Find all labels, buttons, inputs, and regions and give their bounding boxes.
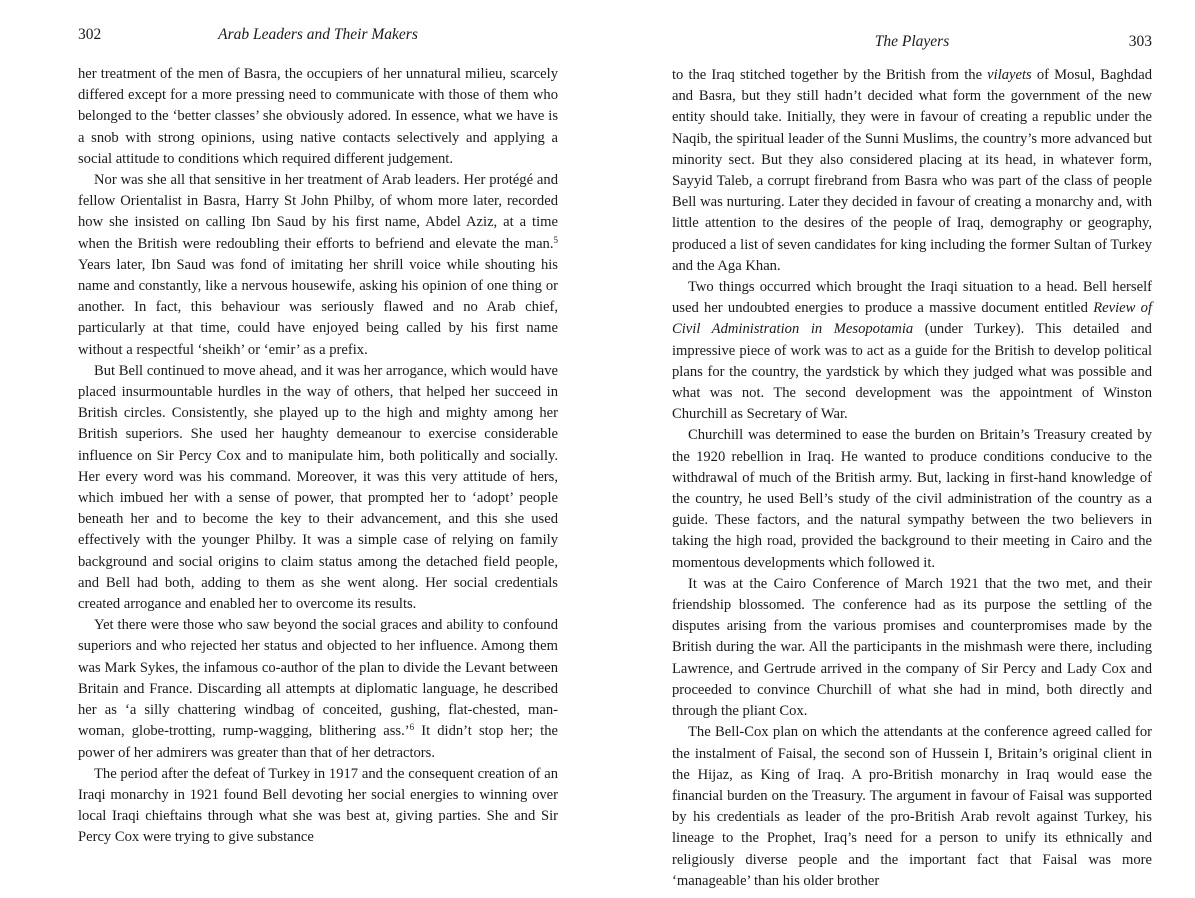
text-run: It didn’t stop her; the power of her admirers was greater than that of her detractors.	[78, 723, 558, 761]
text-run: But Bell continued to move ahead, and it was her arrogance, which would have placed insurmountable hurdles in the way of others, that helped her succeed in British circles. Consistently, she played up to the high and mighty among her British superiors. She used her haughty demeanour to exercise considerable influence on Sir Percy Cox and to manipulate him, both politically and socially. Her every word was his command. Moreover, it was this very attitude of hers, which imbued her with a sense of power, that prompted her to ‘adopt’ people beneath her and to become the key to their advancement, and this she used effectively with the younger Philby. It was a simple case of relying on family background and social origins to claim status among the detached field people, and Bell had both, adding to them as she went along. Her social credentials created arrogance and enabled her to overcome its results.	[78, 362, 558, 613]
text-run: of Mosul, Baghdad and Basra, but they still hadn’t decided what form the government of the new entity should take. Initially, they were in favour of creating a republic under the Naqib, the spiritual leader of the Sunni Muslims, the country’s more advanced but minority sect. But they also considered placing at its head, in whatever form, Sayyid Taleb, a corrupt firebrand from Basra who was part of the class of people Bell was nurturing. Later they decided in favour of creating a monarchy and, with little attention to the desires of the people of Iraq, demography or geography, produced a list of seven candidates for king including the former Sultan of Turkey and the Aga Khan.	[672, 67, 1152, 274]
paragraph	[78, 361, 558, 615]
italic-title: Review of Civil Administration in Mesopotamia	[672, 300, 1152, 338]
text-run: It was at the Cairo Conference of March 1921 that the two met, and their friendship blossomed. The conference had as its purpose the settling of the disputes arising from the various promises and counterpromises made by the British during the war. All the participants in the mishmash were there, including Lawrence, and Gertrude arrived in the company of Sir Percy and Lady Cox and proceeded to convince Churchill of what she had in mind, both directly and through the pliant Cox.	[672, 575, 1152, 720]
running-title: The Players	[874, 33, 950, 50]
page-number: 303	[1128, 33, 1152, 50]
text-run: (under Turkey). This detailed and impressive piece of work was to act as a guide for the British to develop political plans for the country, the yardstick by which they judged what was possible and what was not. The second development was the appointment of Winston Churchill as Secretary of War.	[672, 321, 1152, 423]
text-run: her treatment of the men of Basra, the occupiers of her unnatural milieu, scarcely differed except for a more pressing need to communicate with those of them who belonged to the ‘better classes’ she obviously adored. In essence, what we have is a snob with strong opinions, using native contacts selectively and applying a social attitude to conditions which required different judgement.	[78, 66, 558, 167]
running-head	[672, 33, 1152, 53]
body-text	[78, 64, 558, 849]
paragraph	[78, 170, 558, 361]
paragraph	[672, 65, 1152, 277]
footnote-marker: 5	[553, 234, 558, 245]
page-number: 302	[78, 26, 102, 43]
right-page	[672, 0, 1152, 898]
italic-title: vilayets	[987, 67, 1032, 83]
running-title: Arab Leaders and Their Makers	[218, 26, 418, 43]
paragraph	[78, 764, 558, 849]
paragraph	[672, 425, 1152, 573]
text-run: Churchill was determined to ease the burden on Britain’s Treasury created by the 1920 rebellion in Iraq. He wanted to produce conditions conducive to the withdrawal of much of the British army. But, lacking in first-hand knowledge of the country, he used Bell’s study of the civil administration of the country as a guide. These factors, and the natural sympathy between the two believers in taking the high road, provided the background to their meeting in Cairo and the momentous developments which followed it.	[672, 427, 1152, 571]
text-run: The period after the defeat of Turkey in 1917 and the consequent creation of an Iraqi monarchy in 1921 found Bell devoting her social energies to winning over local Iraqi chieftains through what she was best at, giving parties. She and Sir Percy Cox were trying to give substance	[78, 765, 558, 846]
text-run: Yet there were those who saw beyond the social graces and ability to confound superiors and who rejected her status and objected to her influence. Among them was Mark Sykes, the infamous co-author of the plan to divide the Levant between Britain and France. Discarding all attempts at diplomatic language, he described her as ‘a silly chattering windbag of conceited, gushing, flat-chested, man-woman, globe-trotting, rump-wagging, blithering ass.’	[78, 617, 558, 740]
body-text	[672, 65, 1152, 892]
text-run: to the Iraq stitched together by the British from the	[672, 67, 988, 83]
footnote-marker: 6	[409, 722, 415, 733]
paragraph	[672, 277, 1152, 425]
text-run: The Bell-Cox plan on which the attendants at the conference agreed called for the instalment of Faisal, the second son of Hussein I, Britain’s original client in the Hijaz, as King of Iraq. A pro-British monarchy in Iraq would ease the financial burden on the Treasury. The argument in favour of Faisal was supported by his credentials as leader of the pro-British Arab revolt against Turkey, his lineage to the Prophet, Iraq’s need for a person to unify its ethnically and religiously diverse people and the important fact that Faisal was more ‘manageable’ than his older brother	[672, 724, 1152, 889]
paragraph	[672, 722, 1152, 892]
text-run: Two things occurred which brought the Iraqi situation to a head. Bell herself used her undoubted energies to produce a massive document entitled	[672, 279, 1152, 317]
text-run: Nor was she all that sensitive in her treatment of Arab leaders. Her protégé and fellow Orientalist in Basra, Harry St John Philby, of whom more later, recorded how she insisted on calling Ibn Saud by his first name, Abdel Aziz, at a time when the British were redoubling their efforts to befriend and elevate the man.	[78, 172, 558, 252]
running-head	[78, 26, 558, 46]
paragraph	[78, 615, 558, 763]
left-page	[78, 0, 558, 898]
text-run: Years later, Ibn Saud was fond of imitating her shrill voice while shouting his name and constantly, like a nervous housewife, asking his opinion of one thing or another. In fact, this behaviour was seriously flawed and no Arab chief, particularly at that time, could have enjoyed being called by his first name without a respectful ‘sheikh’ or ‘emir’ as a prefix.	[78, 256, 558, 358]
paragraph	[672, 574, 1152, 722]
paragraph	[78, 64, 558, 170]
